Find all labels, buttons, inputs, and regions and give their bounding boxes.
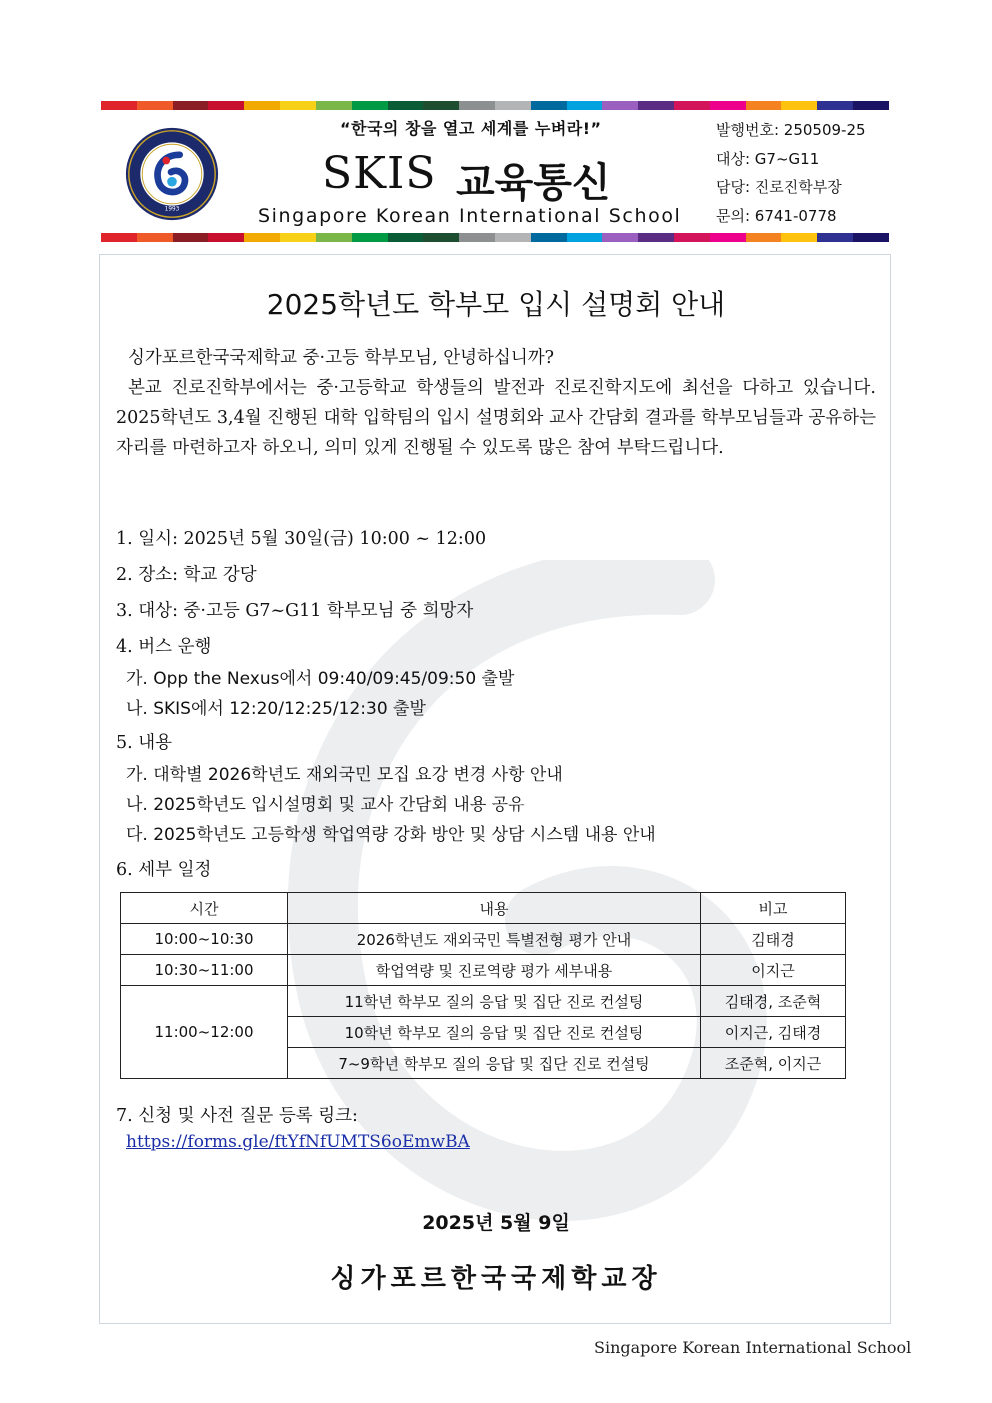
contact-number: 문의: 6741-0778 bbox=[716, 207, 837, 225]
target-audience: 대상: G7~G11 bbox=[716, 150, 820, 168]
stripe-segment bbox=[567, 101, 603, 110]
logo-year: 1993 bbox=[164, 206, 180, 213]
school-name-en: Singapore Korean International School bbox=[258, 205, 682, 227]
stripe-segment bbox=[101, 233, 137, 242]
person-in-charge: 담당: 진로진학부장 bbox=[716, 178, 842, 196]
stripe-segment bbox=[352, 101, 388, 110]
stripe-segment bbox=[173, 233, 209, 242]
cell-time: 11:00~12:00 bbox=[121, 986, 288, 1079]
stripe-segment bbox=[280, 233, 316, 242]
stripe-segment bbox=[817, 233, 853, 242]
cell-note: 조준혁, 이지근 bbox=[701, 1048, 846, 1079]
stripe-segment bbox=[531, 101, 567, 110]
stripe-segment bbox=[459, 101, 495, 110]
stripe-segment bbox=[173, 101, 209, 110]
stripe-segment bbox=[853, 233, 889, 242]
stripe-segment bbox=[602, 101, 638, 110]
col-header-time: 시간 bbox=[121, 893, 288, 924]
stripe-segment bbox=[853, 101, 889, 110]
stripe-segment bbox=[817, 101, 853, 110]
color-stripe-bottom bbox=[101, 233, 889, 242]
cell-content: 11학년 학부모 질의 응답 및 집단 진로 컨설팅 bbox=[288, 986, 701, 1017]
stripe-segment bbox=[244, 233, 280, 242]
stripe-segment bbox=[638, 101, 674, 110]
stripe-segment bbox=[781, 101, 817, 110]
content-line: 가. 대학별 2026학년도 재외국민 모집 요강 변경 사항 안내 bbox=[126, 765, 563, 785]
stripe-segment bbox=[208, 101, 244, 110]
item-content-heading: 5. 내용 bbox=[116, 733, 173, 753]
schedule-table bbox=[120, 892, 846, 1079]
stripe-segment bbox=[674, 101, 710, 110]
stripe-segment bbox=[316, 233, 352, 242]
principal-signature: 싱가포르한국국제학교장 bbox=[330, 1264, 662, 1294]
table-row bbox=[121, 986, 846, 1017]
stripe-segment bbox=[459, 233, 495, 242]
bus-line: 나. SKIS에서 12:20/12:25/12:30 출발 bbox=[126, 699, 426, 719]
cell-note: 김태경, 조준혁 bbox=[701, 986, 846, 1017]
cell-note: 이지근 bbox=[701, 955, 846, 986]
stripe-segment bbox=[495, 233, 531, 242]
color-stripe-top bbox=[101, 101, 889, 110]
stripe-segment bbox=[316, 101, 352, 110]
stripe-segment bbox=[388, 233, 424, 242]
stripe-segment bbox=[423, 101, 459, 110]
registration-link[interactable]: https://forms.gle/ftYfNfUMTS6oEmwBA bbox=[126, 1132, 470, 1152]
content-line: 나. 2025학년도 입시설명회 및 교사 간담회 내용 공유 bbox=[126, 795, 525, 815]
issue-date: 2025년 5월 9일 bbox=[422, 1212, 570, 1234]
stripe-segment bbox=[137, 233, 173, 242]
cell-note: 김태경 bbox=[701, 924, 846, 955]
col-header-content: 내용 bbox=[288, 893, 701, 924]
cell-content: 10학년 학부모 질의 응답 및 집단 진로 컨설팅 bbox=[288, 1017, 701, 1048]
intro-paragraph: 본교 진로진학부에서는 중·고등학교 학생들의 발전과 진로진학지도에 최선을 다하고 있습니다. 2025학년도 3,4월 진행된 대학 입학팀의 입시 설명회와 교사 간담회 결과를 학부모님들과 공유하는 자리를 마련하고자 하오니, 의미 있게 진행될 수 있도록 많은 참여 부탁드립니다. bbox=[116, 378, 876, 458]
item-register-heading: 7. 신청 및 사전 질문 등록 링크: bbox=[116, 1106, 358, 1126]
content-line: 다. 2025학년도 고등학생 학업역량 강화 방안 및 상담 시스템 내용 안내 bbox=[126, 825, 656, 845]
greeting: 싱가포르한국국제학교 중·고등 학부모님, 안녕하십니까? bbox=[128, 348, 555, 368]
stripe-segment bbox=[531, 233, 567, 242]
newsletter-title-ko: 교육통신 bbox=[456, 160, 611, 206]
stripe-segment bbox=[638, 233, 674, 242]
stripe-segment bbox=[280, 101, 316, 110]
school-logo bbox=[124, 126, 220, 222]
stripe-segment bbox=[101, 101, 137, 110]
table-row bbox=[121, 924, 846, 955]
stripe-segment bbox=[710, 233, 746, 242]
stripe-segment bbox=[352, 233, 388, 242]
bus-line: 가. Opp the Nexus에서 09:40/09:45/09:50 출발 bbox=[126, 669, 515, 689]
cell-time: 10:00~10:30 bbox=[121, 924, 288, 955]
newsletter-title-en: SKIS bbox=[322, 148, 437, 199]
stripe-segment bbox=[674, 233, 710, 242]
stripe-segment bbox=[388, 101, 424, 110]
slogan: “한국의 창을 열고 세계를 누벼라!” bbox=[340, 119, 602, 138]
stripe-segment bbox=[746, 233, 782, 242]
col-header-note: 비고 bbox=[701, 893, 846, 924]
cell-time: 10:30~11:00 bbox=[121, 955, 288, 986]
table-header-row bbox=[121, 893, 846, 924]
table-row bbox=[121, 955, 846, 986]
item-place: 2. 장소: 학교 강당 bbox=[116, 565, 257, 585]
stripe-segment bbox=[423, 233, 459, 242]
footer-school-name: Singapore Korean International School bbox=[594, 1338, 912, 1357]
stripe-segment bbox=[244, 101, 280, 110]
issue-number: 발행번호: 250509-25 bbox=[716, 121, 866, 139]
item-schedule-heading: 6. 세부 일정 bbox=[116, 860, 212, 880]
item-bus-heading: 4. 버스 운행 bbox=[116, 637, 212, 657]
stripe-segment bbox=[137, 101, 173, 110]
cell-content: 7~9학년 학부모 질의 응답 및 집단 진로 컨설팅 bbox=[288, 1048, 701, 1079]
stripe-segment bbox=[602, 233, 638, 242]
document-title: 2025학년도 학부모 입시 설명회 안내 bbox=[266, 288, 726, 321]
stripe-segment bbox=[208, 233, 244, 242]
stripe-segment bbox=[567, 233, 603, 242]
cell-content: 학업역량 및 진로역량 평가 세부내용 bbox=[288, 955, 701, 986]
cell-content: 2026학년도 재외국민 특별전형 평가 안내 bbox=[288, 924, 701, 955]
stripe-segment bbox=[495, 101, 531, 110]
item-audience: 3. 대상: 중·고등 G7~G11 학부모님 중 희망자 bbox=[116, 601, 474, 621]
item-date: 1. 일시: 2025년 5월 30일(금) 10:00 ~ 12:00 bbox=[116, 529, 487, 549]
cell-note: 이지근, 김태경 bbox=[701, 1017, 846, 1048]
stripe-segment bbox=[781, 233, 817, 242]
stripe-segment bbox=[746, 101, 782, 110]
stripe-segment bbox=[710, 101, 746, 110]
